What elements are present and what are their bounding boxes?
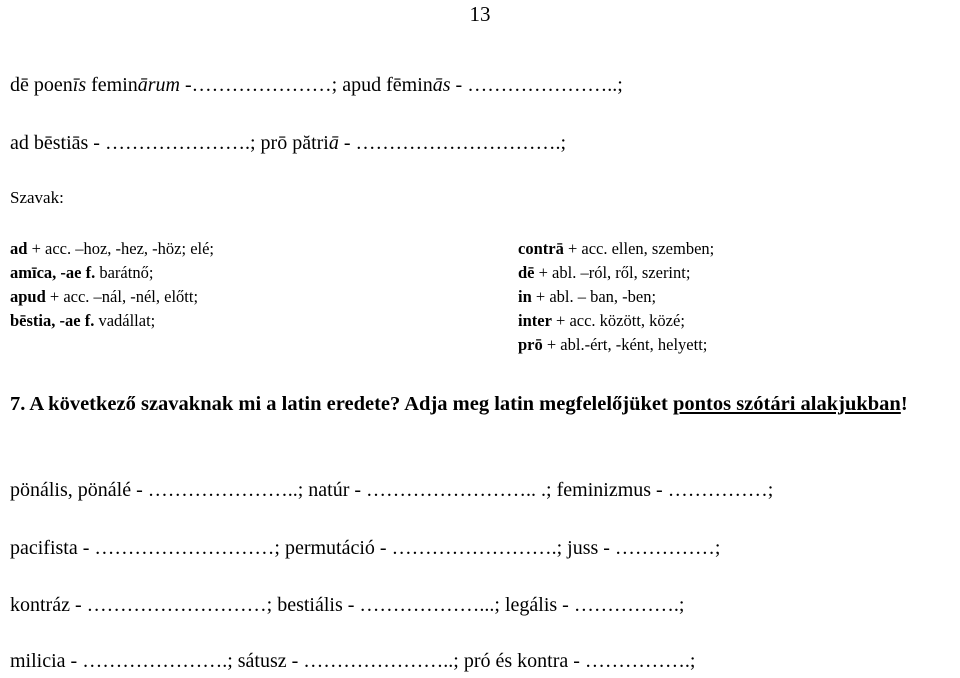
underlined-text: pontos szótári alakjukban [672, 393, 901, 415]
vocab-entry: inter + acc. között, közé; [518, 311, 685, 330]
exercise-row: milicia - ………………….; sátusz - …………………..; pró és kontra - …………….; [10, 650, 696, 672]
vocab-right-column [518, 237, 714, 357]
exercise-line-2 [10, 132, 566, 155]
exercise-row: pacifista - ………………………; permutáció - …………………….; juss - ……………; [10, 537, 721, 559]
text: -…………………; apud fēmin [180, 74, 433, 96]
vocab-entry: in + abl. – ban, -ben; [518, 287, 657, 306]
page-number: 13 [469, 2, 491, 26]
vocab-heading: Szavak: [10, 188, 64, 207]
text: - …………………..; [450, 74, 623, 96]
exercise-row: kontráz - ………………………; bestiális - ………………...; legális - …………….; [10, 594, 685, 616]
ending: ā [328, 132, 339, 154]
vocab-entry: prō + abl.-ért, -ként, helyett; [518, 335, 708, 354]
vocab-entry: bēstia, -ae f. vadállat; [10, 311, 156, 330]
task-instruction: 7. A következő szavaknak mi a latin eredete? Adja meg latin megfelelőjüket pontos szótári alakjukban! [10, 393, 908, 415]
vocab-entry: amīca, -ae f. barátnő; [10, 263, 154, 282]
text: ad bēstiās - ………………….; prō pătri [10, 132, 329, 154]
vocab-entry: contrā + acc. ellen, szemben; [518, 239, 715, 258]
text: femin [86, 74, 138, 96]
text: - ………………………….; [338, 132, 567, 154]
ending: ārum [137, 74, 180, 96]
exercise-row: pönális, pönálé - …………………..; natúr - …………………….. .; feminizmus - ……………; [10, 479, 774, 501]
vocab-entry: ad + acc. –hoz, -hez, -höz; elé; [10, 239, 215, 258]
ending: īs [72, 74, 87, 96]
vocab-left-column [10, 237, 214, 333]
vocab-entry: apud + acc. –nál, -nél, előtt; [10, 287, 199, 306]
ending: ās [432, 74, 451, 96]
text: dē poen [10, 74, 73, 96]
vocab-entry: dē + abl. –ról, ről, szerint; [518, 263, 691, 282]
exercise-line-1 [10, 74, 623, 97]
